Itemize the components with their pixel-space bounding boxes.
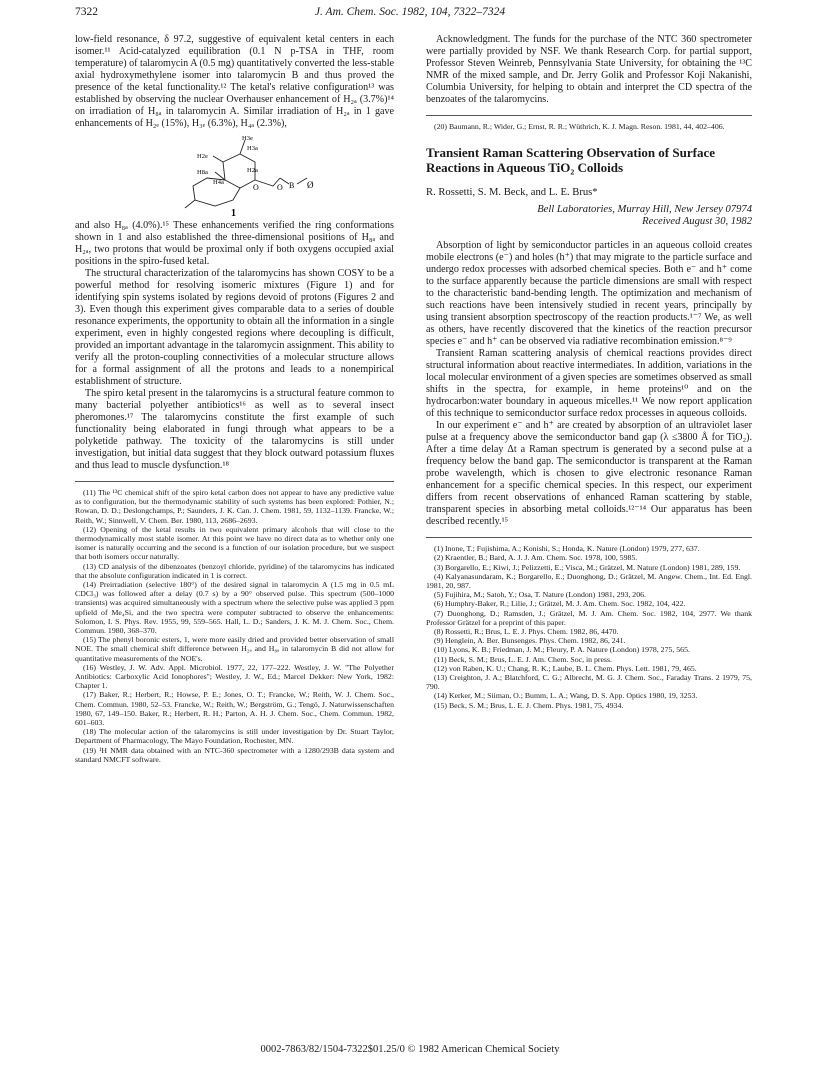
- reference: (14) Kerker, M.; Siiman, O.; Bumm, L. A.; Wang, D. S. App. Optics 1980, 19, 3253.: [434, 691, 698, 701]
- reference: (6) Humphry-Baker, R.; Lilie, J.; Grätzel, M. J. Am. Chem. Soc. 1982, 104, 422.: [434, 599, 686, 609]
- reference: (11) Beck, S. M.; Brus, L. E. J. Am. Chem. Soc, in press.: [434, 654, 612, 664]
- label-oxygen-1: O: [253, 183, 259, 192]
- footnote: (14) Preirradiation (selective 180°) of the desired signal in talaromycin A (1.5 mg in 0.5 mL CDCl₃) was followed after a delay (0.7 s) by a 90° observed pulse. This spectrum (500–1000 transients) was acquired simultaneously with a spectrum where the selective pulse was applied 3 ppm upfield of Me₄Si, and the two spectra were computer subtracted to observe the enhancements: Solomon, I. S. Phys. Rev. 1955, 99, 559–565. Hall, L. D.; Sanders, J. K. M. J. Chem. Soc., Chem. Commun. 1980, 368–370.: [75, 580, 394, 636]
- acknowledgment: Acknowledgment. The funds for the purchase of the NTC 360 spectrometer were partially provided by NSF. We thank Research Corp. for partial support, Professor Steven Weinreb, Pennsylvania State University, for obtaining the ¹³C NMR of the mixed sample, and Dr. Jerry Golik and Professor Koji Nakanishi, Columbia University, for helping to obtain and interpret the CD spectra of the benzoates of the talaromycins.: [426, 34, 752, 105]
- footnote-divider: [75, 481, 394, 482]
- paragraph: The structural characterization of the talaromycins has shown COSY to be a powerful method for resolving isomeric mixtures (Figure 1) and for identifying spin systems isolated by regions devoid of protons (Figures 2 and 3). Even though this experiment gives comparable data to a series of double resonance experiments, the opportunity to obtain all the information in a single experiment, even in highly congested regions where decoupling is difficult, provided an important advantage in the talaromycin assignment. This ability to verify all the proton-coupling connectivities of a molecular structure allows for a formal assignment of all the protons and leads to a nonempirical establishment of structure.: [75, 268, 394, 387]
- reference: (12) von Raben, K. U.; Chang, R. K.; Laube, B. L. Chem. Phys. Lett. 1981, 79, 465.: [434, 663, 697, 673]
- paragraph: The spiro ketal present in the talaromycins is a structural feature common to many bacterial polyether antibiotics¹⁶ as well as to several insect pheromones.¹⁷ The talaromycins constitute the first example of such functionality being elaborated in fungi through what appears to be a polyketide pathway. The toxicity of the talaromycins is still under investigation, but initial data suggest that they block outward potassium fluxes and thus lead to muscle dysfunction.¹⁸: [75, 388, 394, 471]
- page-number: 7322: [75, 6, 98, 18]
- running-header: [75, 6, 745, 22]
- footnote: (16) Westley, J. W. Adv. Appl. Microbiol. 1977, 22, 177–222. Westley, J. W. "The Polyether Antibiotics: Carboxylic Acid Ionophores"; Westley, J. W., Ed.; Marcel Dekker: New York, 1982: Chapter 1.: [75, 662, 394, 691]
- label-h3a: H3a: [247, 145, 258, 152]
- received-date: Received August 30, 1982: [642, 216, 752, 228]
- reference: (5) Fujihira, M.; Satoh, Y.; Osa, T. Nature (London) 1981, 293, 206.: [434, 590, 646, 600]
- label-h8a: H8a: [197, 169, 208, 176]
- reference: (4) Kalyanasundaram, K.; Borgarello, E.; Duonghong, D.; Grätzel, M. Angew. Chem., Int. Ed. Engl. 1981, 20, 987.: [426, 571, 752, 591]
- label-h4a: H4a: [213, 179, 224, 186]
- label-oxygen-2: O: [277, 183, 283, 192]
- reference: (3) Borgarello, E.; Kiwi, J.; Pelizzetti, E.; Visca, M.; Grätzel, M. Nature (London) 1981, 289, 159.: [434, 562, 741, 572]
- references-divider: [426, 537, 752, 538]
- label-phenyl: Ø: [307, 180, 314, 190]
- label-boron: B: [289, 181, 295, 190]
- reference: (1) Inone, T.; Fujishima, A.; Konishi, S.; Honda, K. Nature (London) 1979, 277, 637.: [434, 544, 700, 554]
- right-column: [426, 34, 752, 710]
- footnote: (18) The molecular action of the talaromycins is still under investigation by Dr. Stuart Taylor, Department of Pharmacology, The Mayo Foundation, Rochester, MN.: [75, 727, 394, 746]
- footnote: (19) ¹H NMR data obtained with an NTC-360 spectrometer with a 1280/293B data system and standard NMCFT software.: [75, 745, 394, 764]
- reference: (2) Kraentler, B.; Bard, A. J. J. Am. Chem. Soc. 1978, 100, 5985.: [434, 553, 638, 563]
- structure-figure-1: [75, 132, 394, 218]
- paragraph: Transient Raman scattering analysis of chemical reactions provides direct structural information about reactive intermediates. In addition, variations in the local molecular environment of a given species are sometimes observed as small shifts in the spectra, for example, in heme proteins¹⁰ and on the hydrocarbon:water boundary in aqueous micelles.¹¹ We now report application of this technique to semiconductor surface redox processes in aqueous colloids.: [426, 348, 752, 420]
- footnotes: [75, 488, 394, 764]
- reference: (10) Lyons, K. B.; Friedman, J. M.; Fleury, P. A. Nature (London) 1978, 275, 565.: [434, 645, 690, 655]
- affiliation: Bell Laboratories, Murray Hill, New Jersey 07974: [537, 204, 752, 216]
- reference-20: [426, 122, 752, 131]
- paragraph: and also H₈ₐ (4.0%).¹⁵ These enhancements verified the ring conformations shown in 1 and also established the three-dimensional positions of H₈ₐ and H₂ₐ, two protons that would be proximal only if both oxygens occupied axial positions in the spiro-fused ketal.: [75, 220, 394, 267]
- left-column: [75, 34, 394, 764]
- paragraph: In our experiment e⁻ and h⁺ are created by absorption of an ultraviolet laser pulse at a frequency above the semiconductor band gap (λ ≤3800 Å for TiO₂). After a time delay Δt a Raman spectrum is generated by a second pulse at a frequency below the band gap. The semiconductor is transparent at the Raman probe wavelength, which is chosen to give electronic resonance Raman enhancement for a specific chemical species. In this respect, our experiment differs from recent observations of enhanced Raman scattering by stable, transparent species in absorbing metal colloids.¹²⁻¹⁴ Our apparatus has been described recently.¹⁵: [426, 420, 752, 528]
- footnote: (15) The phenyl boronic esters, 1, were more easily dried and provided better observation of small NOE. The small chemical shift difference between H₂ₐ and H₈ₐ in talaromycin B did not allow for quantitative measurements of the NOE's.: [75, 635, 394, 663]
- footnote: (12) Opening of the ketal results in two equivalent primary alcohols that will close to the thermodynamically most stable isomer. At this point we have no direct data as to whether only one isomer is naturally occurring and the second is a function of our isolation procedure, but we suspect that both isomers occur naturally.: [75, 524, 394, 562]
- footnote: (17) Baker, R.; Herbert, R.; Howse, P. E.; Jones, O. T.; Francke, W.; Reith, W. J. Chem. Soc., Chem. Commun. 1980, 52–53. Francke, W.; Reith, W.; Bergström, G.; Tengö, J. Naturwissenschaften 1980, 67, 149–150. Baker, R.; Herbert, R. H.; Parton, A. H. J. Chem. Soc., Chem. Commun. 1982, 601–603.: [75, 690, 394, 728]
- label-h2e: H2e: [197, 153, 208, 160]
- label-h3e: H3e: [242, 135, 253, 142]
- journal-citation: J. Am. Chem. Soc. 1982, 104, 7322–7324: [314, 6, 506, 18]
- reference: (15) Beck, S. M.; Brus, L. E. J. Chem. Phys. 1981, 75, 4934.: [434, 700, 624, 710]
- compound-number: 1: [231, 208, 236, 218]
- reference-divider: [426, 115, 752, 116]
- paragraph: Absorption of light by semiconductor particles in an aqueous colloid creates mobile electrons (e⁻) and holes (h⁺) that may migrate to the particle surface and undergo redox processes with adsorbed chemical species. Both e⁻ and h⁺ come to the surface apparently because the particle dimensions are small with respect to the characteristic band-bending length. The optimization and mechanism of such reactions have been intensively studied in recent years, principally by using transient absorption spectroscopy of the reaction products.¹⁻⁷ We, as well as others, have recently discovered that the kinetics of the reaction precursor species e⁻ and h⁺ can be observed via radiative recombination emission.⁸⁻⁹: [426, 240, 752, 348]
- article-title: Transient Raman Scattering Observation of Surface Reactions in Aqueous TiO₂ Colloids: [426, 145, 715, 176]
- spiroketal-structure-drawing: [75, 132, 394, 218]
- reference: (13) Creighton, J. A.; Blatchford, C. G.; Albrecht, M. G. J. Chem. Soc., Faraday Trans. 2 1979, 75, 790.: [426, 673, 752, 692]
- reference: (8) Rossetti, R.; Brus, L. E. J. Phys. Chem. 1982, 86, 4470.: [434, 627, 619, 637]
- references: [426, 544, 752, 710]
- footnote: (11) The ¹³C chemical shift of the spiro ketal carbon does not appear to have any predictive value as to configuration, but the thermodynamic stability of such systems has been explored: Pothier, N.; Rowan, D. D.; Deslongchamps, P.; Saunders, J. K. Can. J. Chem. 1981, 59, 1132–1139. Francke, W.; Reith, W.; Sinnwell, V. Chem. Ber. 1980, 113, 2686–2693.: [75, 488, 394, 525]
- reference: (9) Henglein, A. Ber. Bunsenges. Phys. Chem. 1982, 86, 241.: [434, 636, 626, 646]
- footnote: (20) Baumann, R.; Wider, G.; Ernst, R. R.; Wüthrich, K. J. Magn. Reson. 1981, 44, 402–406.: [434, 122, 725, 131]
- reference: (7) Duonghong, D.; Ramsden, J.; Grätzel, M. J. Am. Chem. Soc. 1982, 104, 2977. We thank Professor Grätzel for a preprint of this paper.: [426, 608, 752, 627]
- paragraph: low-field resonance, δ 97.2, suggestive of equivalent ketal centers in each isomer.¹¹ Acid-catalyzed equilibration (0.1 N p-TSA in THF, room temperature) of talaromycin A (0.5 mg) quantitatively converted the less-stable axial hydroxymethylene isomer into talaromycin B and thus proved the presence of the ketal functionality.¹² The ketal's relative configuration¹³ was established by observing the nuclear Overhauser enhancement of H₂ₐ (3.7%)¹⁴ on irradiation of H₈ₐ in talaromycin A. Similar irradiation of H₂ₐ in 1 gave enhancements of H₂ₑ (15%), H₃ₑ (6.3%), H₄ₐ (2.3%),: [75, 34, 394, 129]
- authors: R. Rossetti, S. M. Beck, and L. E. Brus*: [426, 187, 598, 199]
- copyright-footer: 0002-7863/82/1504-7322$01.25/0 © 1982 American Chemical Society: [260, 1044, 560, 1055]
- label-h2a: H2a: [247, 167, 258, 174]
- footnote: (13) CD analysis of the dibenzoates (benzoyl chloride, pyridine) of the talaromycins has indicated that the absolute configuration indicated in 1 is correct.: [75, 561, 394, 580]
